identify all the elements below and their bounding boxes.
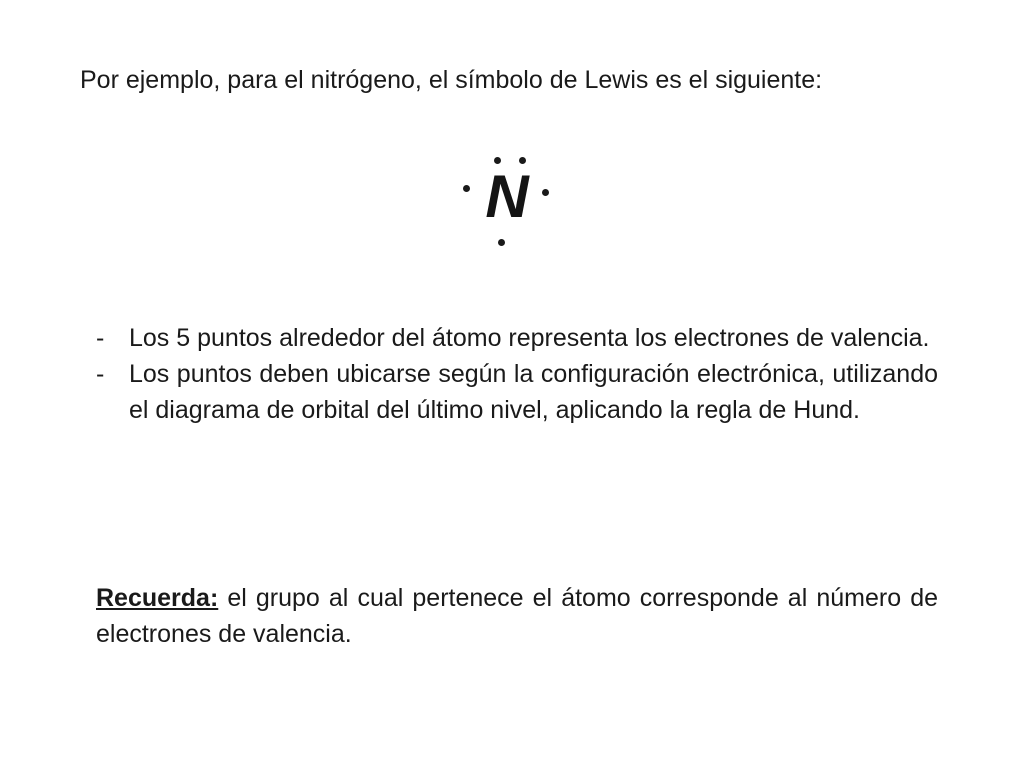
bullet-item	[96, 320, 938, 356]
electron-dot-right	[542, 189, 549, 196]
element-symbol: N	[485, 163, 529, 230]
bullet-list	[96, 320, 938, 428]
lewis-symbol-diagram	[452, 150, 562, 255]
electron-dot-left	[463, 185, 470, 192]
remember-text: el grupo al cual pertenece el átomo corresponde al número de electrones de valencia.	[96, 584, 938, 648]
bullet-item	[96, 356, 938, 428]
bullet-text: Los 5 puntos alrededor del átomo representa los electrones de valencia.	[129, 324, 930, 352]
electron-dot-bottom	[498, 239, 505, 246]
bullet-text: Los puntos deben ubicarse según la configuración electrónica, utilizando el diagrama de orbital del último nivel, aplicando la regla de Hund.	[129, 360, 938, 424]
intro-text: Por ejemplo, para el nitrógeno, el símbolo de Lewis es el siguiente:	[80, 66, 823, 94]
remember-label: Recuerda:	[96, 584, 219, 612]
bullet-dash: -	[96, 360, 105, 388]
bullet-dash: -	[96, 324, 105, 352]
remember-note	[96, 580, 938, 652]
